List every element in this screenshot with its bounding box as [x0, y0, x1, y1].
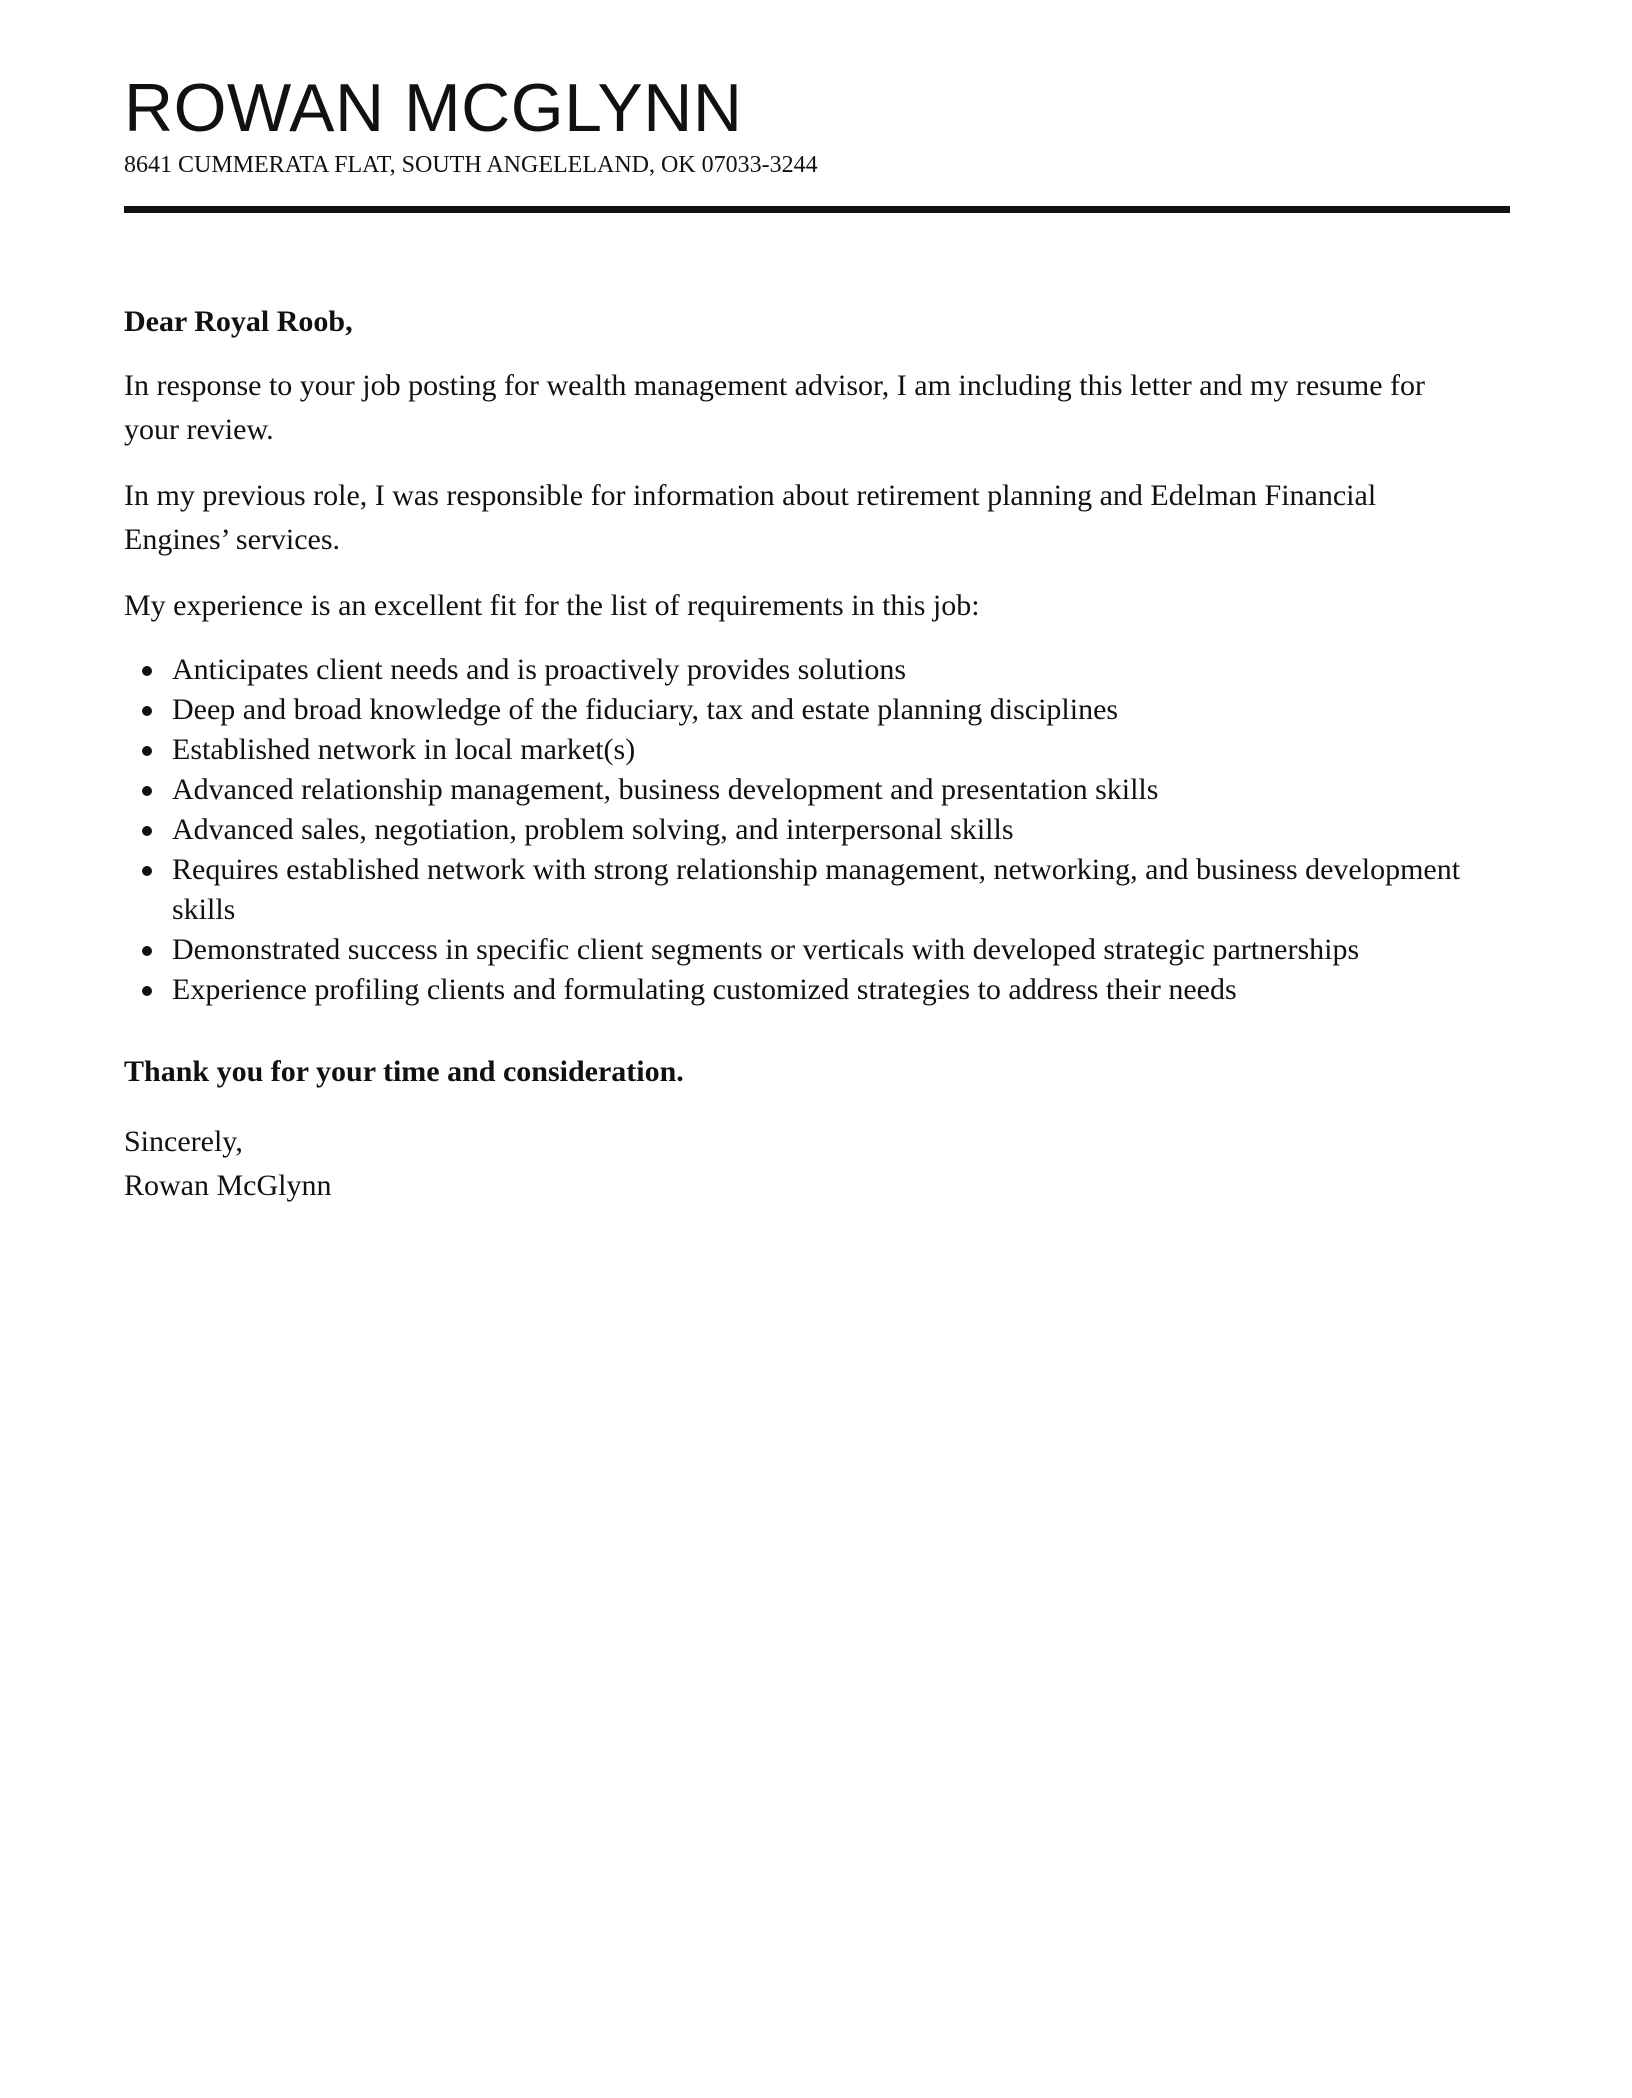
- list-item: [124, 850, 1482, 930]
- list-item: [124, 810, 1482, 850]
- thank-you-line: Thank you for your time and consideration.: [124, 1055, 684, 1088]
- list-item-text: Established network in local market(s): [172, 733, 636, 766]
- requirements-list: [124, 650, 1510, 1010]
- list-item: [124, 690, 1482, 730]
- list-item-text: Advanced sales, negotiation, problem solving, and interpersonal skills: [172, 813, 1014, 846]
- closing-block: [124, 1120, 1510, 1208]
- bullet-icon: [142, 826, 152, 836]
- signature-name: Rowan McGlynn: [124, 1169, 332, 1202]
- list-item-text: Requires established network with strong relationship management, networking, and business development skills: [172, 853, 1461, 926]
- list-item: [124, 770, 1482, 810]
- list-item-text: Experience profiling clients and formulating customized strategies to address their needs: [172, 973, 1237, 1006]
- bullet-icon: [142, 986, 152, 996]
- bullet-icon: [142, 946, 152, 956]
- list-item-text: Deep and broad knowledge of the fiduciary, tax and estate planning disciplines: [172, 693, 1119, 726]
- bullet-icon: [142, 786, 152, 796]
- header-divider: [124, 206, 1510, 213]
- list-item: [124, 930, 1482, 970]
- applicant-name: ROWAN MCGLYNN: [124, 70, 743, 146]
- list-item-text: Demonstrated success in specific client segments or verticals with developed strategic partnerships: [172, 933, 1360, 966]
- bullet-icon: [142, 706, 152, 716]
- list-item-text: Advanced relationship management, business development and presentation skills: [172, 773, 1159, 806]
- paragraph-requirements-lead: My experience is an excellent fit for the list of requirements in this job:: [124, 589, 980, 622]
- bullet-icon: [142, 666, 152, 676]
- list-item: [124, 970, 1482, 1010]
- list-item-text: Anticipates client needs and is proactively provides solutions: [172, 653, 907, 686]
- letter-body: [124, 300, 1510, 1208]
- paragraph-intro: In response to your job posting for wealth management advisor, I am including this letter and my resume for your review.: [124, 369, 1425, 446]
- list-item: [124, 650, 1482, 690]
- paragraph-previous-role: In my previous role, I was responsible for information about retirement planning and Edelman Financial Engines’ services.: [124, 479, 1377, 556]
- salutation: Dear Royal Roob,: [124, 305, 353, 338]
- list-item: [124, 730, 1482, 770]
- applicant-address: 8641 CUMMERATA FLAT, SOUTH ANGELELAND, OK 07033-3244: [124, 152, 818, 178]
- signoff: Sincerely,: [124, 1125, 243, 1158]
- bullet-icon: [142, 866, 152, 876]
- bullet-icon: [142, 746, 152, 756]
